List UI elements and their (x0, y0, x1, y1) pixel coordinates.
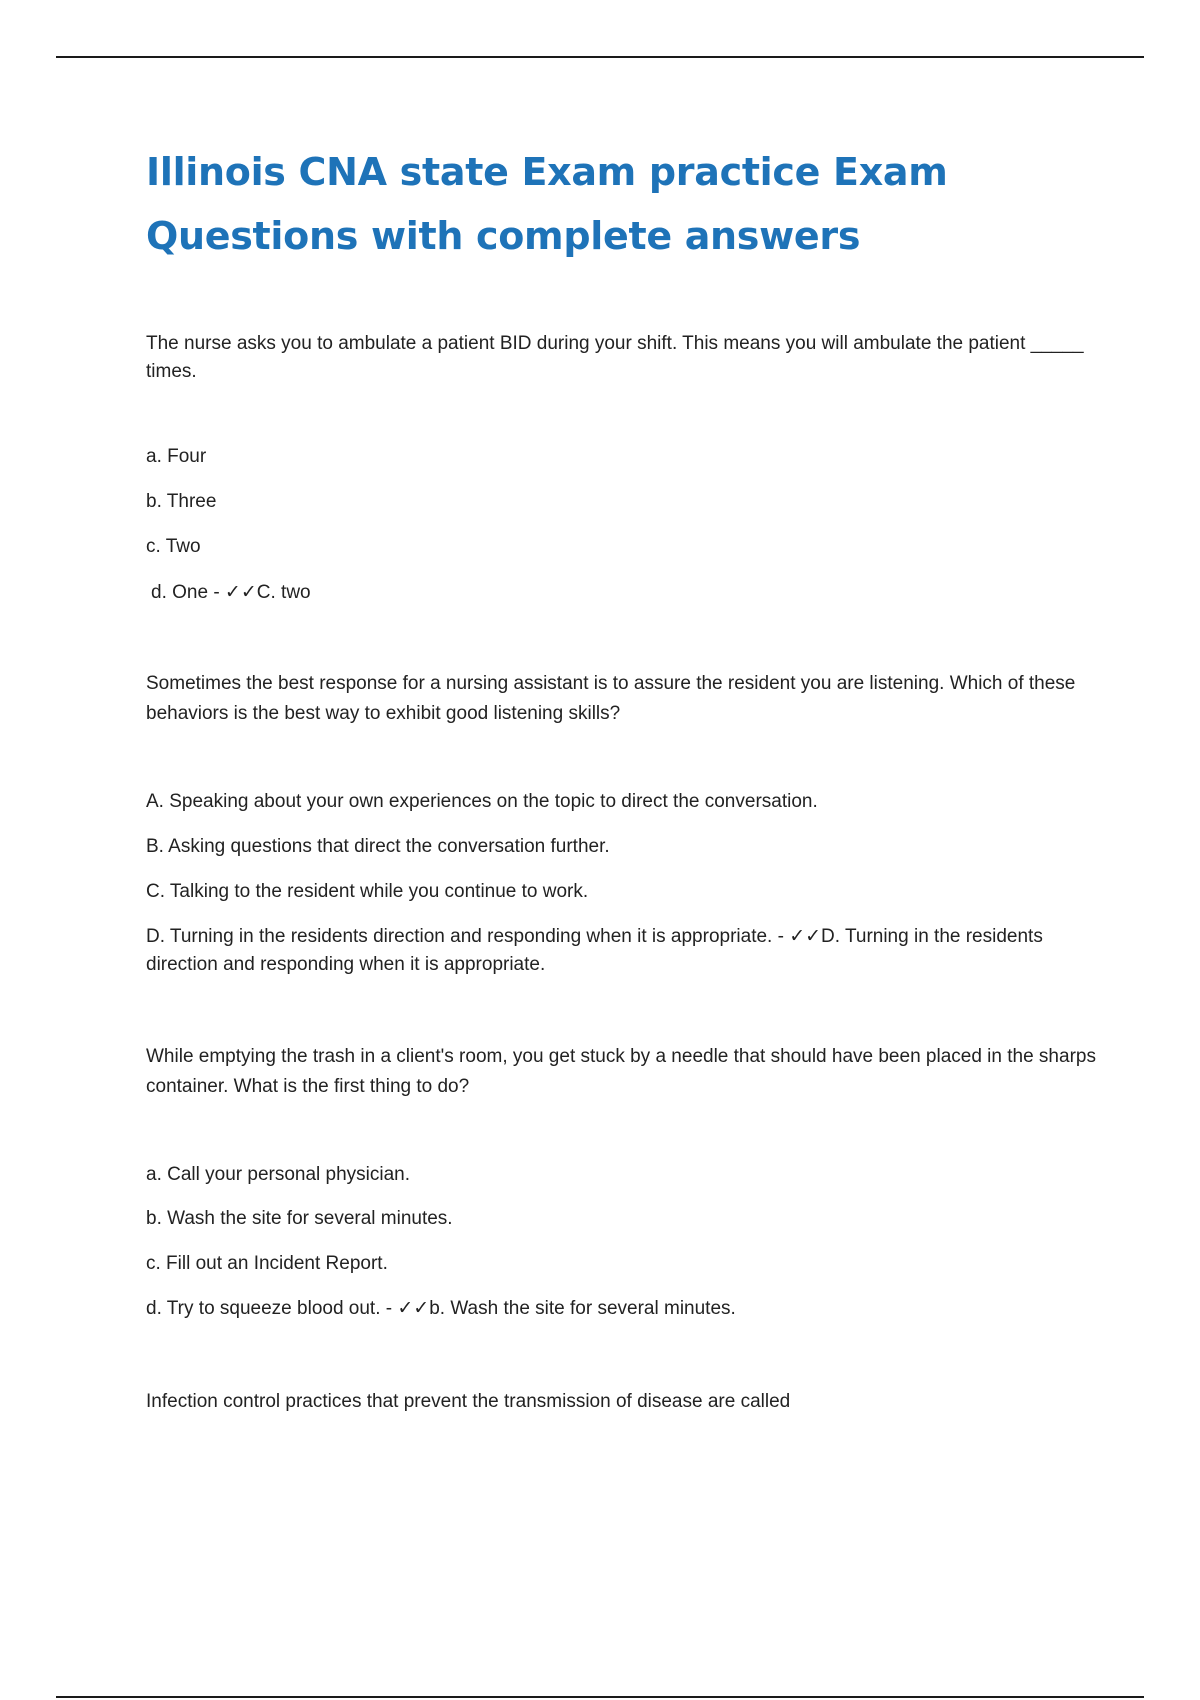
question-text-2: Sometimes the best response for a nursing assistant is to assure the resident you are listening. Which of these behaviors is the best way to exhibit good listening skills? (146, 673, 1076, 724)
answer-options-1 (146, 443, 1096, 607)
answer-option-with-key: d. One - ✓✓C. two (151, 582, 311, 603)
question-block-1 (146, 330, 1096, 607)
answer-option: b. Three (146, 491, 217, 512)
answer-option: c. Two (146, 536, 201, 557)
answer-options-2 (146, 788, 1096, 979)
document-body (146, 140, 1096, 1417)
top-rule (56, 56, 1144, 58)
question-block-3 (146, 1042, 1096, 1323)
answer-option-with-key: D. Turning in the residents direction and responding when it is appropriate. - ✓✓D. Turning in the residents direction and responding when it is appropriate. (146, 926, 1043, 975)
document-title-line-2: Questions with complete answers (146, 214, 861, 258)
answer-option-with-key: d. Try to squeeze blood out. - ✓✓b. Wash the site for several minutes. (146, 1298, 736, 1319)
answer-option: c. Fill out an Incident Report. (146, 1253, 388, 1274)
answer-options-3 (146, 1161, 1096, 1323)
answer-option: B. Asking questions that direct the conversation further. (146, 836, 610, 857)
question-block-2 (146, 669, 1096, 979)
answer-option: a. Four (146, 446, 207, 467)
document-title (146, 140, 1096, 268)
answer-option: C. Talking to the resident while you continue to work. (146, 881, 589, 902)
document-title-line-1: Illinois CNA state Exam practice Exam (146, 150, 948, 194)
answer-option: A. Speaking about your own experiences on the topic to direct the conversation. (146, 791, 818, 812)
question-text-4: Infection control practices that prevent the transmission of disease are called (146, 1391, 791, 1412)
question-text-3: While emptying the trash in a client's room, you get stuck by a needle that should have been placed in the sharps container. What is the first thing to do? (146, 1046, 1096, 1097)
bottom-rule (56, 1696, 1144, 1698)
question-text-1: The nurse asks you to ambulate a patient BID during your shift. This means you will ambulate the patient _____ times. (146, 333, 1084, 382)
answer-option: b. Wash the site for several minutes. (146, 1208, 453, 1229)
question-block-4 (146, 1387, 1096, 1417)
answer-option: a. Call your personal physician. (146, 1164, 411, 1185)
